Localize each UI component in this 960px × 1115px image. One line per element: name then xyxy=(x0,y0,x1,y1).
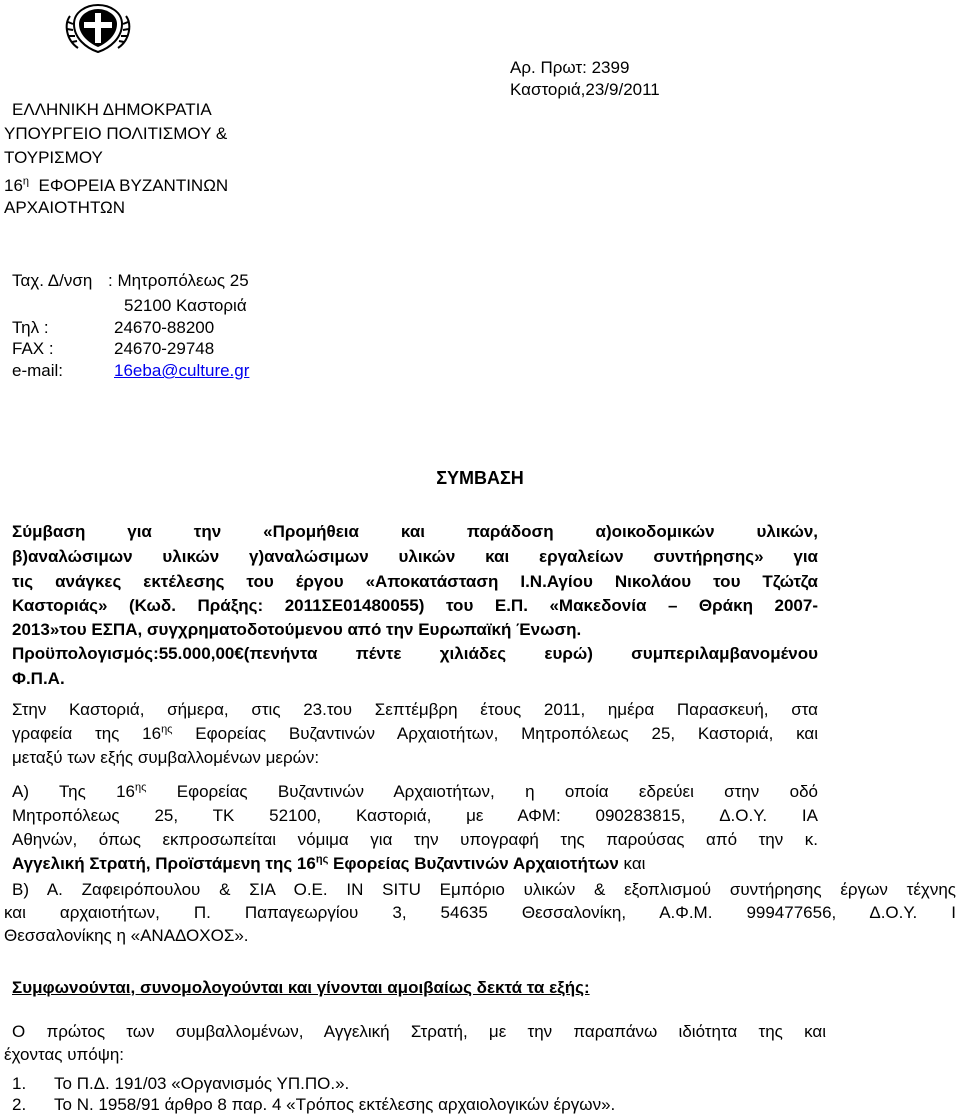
list-number: 2. xyxy=(12,1095,27,1114)
greek-emblem-icon xyxy=(62,2,134,54)
subject-line-5: 2013»του ΕΣΠΑ, συγχρηματοδοτούμενου από την Ευρωπαϊκή Ένωση. xyxy=(12,620,582,639)
party-a-post: Εφορείας Βυζαντινών Αρχαιοτήτων, η οποία εδρεύει στην οδό xyxy=(146,782,818,801)
list-text: Το Π.Δ. 191/03 «Οργανισμός ΥΠ.ΠΟ.». xyxy=(54,1074,350,1093)
party-a-line-4 xyxy=(12,854,645,874)
subject-line-6: Προϋπολογισμός:55.000,00€(πενήντα πέντε χιλιάδες ευρώ) συμπεριλαμβανομένου xyxy=(12,644,818,663)
party-a-line-2: Μητροπόλεως 25, ΤΚ 52100, Καστοριά, με ΑΦΜ: 090283815, Δ.Ο.Υ. ΙΑ xyxy=(12,806,818,825)
list-number: 1. xyxy=(12,1074,27,1093)
ephorate-line-1 xyxy=(4,176,228,196)
address-label: Ταχ. Δ/νση xyxy=(12,271,93,290)
party-b-line-3: Θεσσαλονίκης η «ΑΝΑΔΟΧΟΣ». xyxy=(4,926,249,945)
org-line-3: ΤΟΥΡΙΣΜΟΥ xyxy=(4,148,103,167)
party-b-line-2: και αρχαιοτήτων, Π. Παπαγεωργίου 3, 54635 Θεσσαλονίκη, Α.Φ.Μ. 999477656, Δ.Ο.Υ. Ι xyxy=(4,903,956,922)
subject-line-7: Φ.Π.Α. xyxy=(12,669,65,688)
party-a-superscript: ης xyxy=(135,781,147,794)
address-value: : Μητροπόλεως 25 xyxy=(108,271,249,290)
intro-superscript: ης xyxy=(161,723,173,736)
representative-superscript: ης xyxy=(315,853,329,866)
list-item xyxy=(12,1095,615,1115)
party-a-line-3: Αθηνών, όπως εκπροσωπείται νόμιμα για την υπογραφή της παρούσας από την κ. xyxy=(12,830,818,849)
fax-label: FAX : xyxy=(12,339,54,358)
agreement-heading: Συμφωνούνται, συνομολογούνται και γίνονται αμοιβαίως δεκτά τα εξής: xyxy=(12,978,590,997)
first-para-line-1: Ο πρώτος των συμβαλλομένων, Αγγελική Στρατή, με την παραπάνω ιδιότητα της και xyxy=(12,1022,826,1041)
subject-line-3: τις ανάγκες εκτέλεσης του έργου «Αποκατάσταση Ι.Ν.Αγίου Νικολάου του Τζώτζα xyxy=(12,572,818,591)
ephorate-number: 16 xyxy=(4,176,23,195)
subject-line-2: β)αναλώσιμων υλικών γ)αναλώσιμων υλικών και εργαλείων συντήρησης» για xyxy=(12,547,818,566)
representative-name: Αγγελική Στρατή, Προϊστάμενη της 16 xyxy=(12,854,316,873)
intro-line-2-post: Εφορείας Βυζαντινών Αρχαιοτήτων, Μητροπόλεως 25, Καστοριά, και xyxy=(172,724,818,743)
first-para-line-2: έχοντας υπόψη: xyxy=(4,1045,124,1064)
intro-line-1: Στην Καστοριά, σήμερα, στις 23.του Σεπτέμβρη έτους 2011, ημέρα Παρασκευή, στα xyxy=(12,700,818,719)
list-item xyxy=(12,1074,349,1094)
party-a-pre: Α) Της 16 xyxy=(12,782,135,801)
list-text: Το Ν. 1958/91 άρθρο 8 παρ. 4 «Τρόπος εκτέλεσης αρχαιολογικών έργων». xyxy=(54,1095,616,1114)
document-title: ΣΥΜΒΑΣΗ xyxy=(436,468,524,488)
email-link[interactable]: 16eba@culture.gr xyxy=(114,361,250,380)
fax-value: 24670-29748 xyxy=(114,339,215,358)
intro-line-2 xyxy=(12,724,818,744)
representative-ephorate: Εφορείας Βυζαντινών Αρχαιοτήτων xyxy=(328,854,619,873)
subject-line-1: Σύμβαση για την «Προμήθεια και παράδοση α)οικοδομικών υλικών, xyxy=(12,522,818,541)
intro-line-2-pre: γραφεία της 16 xyxy=(12,724,162,743)
org-line-2: ΥΠΟΥΡΓΕΙΟ ΠΟΛΙΤΙΣΜΟΥ & xyxy=(4,124,228,143)
ephorate-name: ΕΦΟΡΕΙΑ ΒΥΖΑΝΤΙΝΩΝ xyxy=(38,176,229,195)
party-b-line-1: Β) Α. Ζαφειρόπουλου & ΣΙΑ Ο.Ε. IN SITU Εμπόριο υλικών & εξοπλισμού συντήρησης έργων τέχνης xyxy=(12,880,956,899)
org-line-1: ΕΛΛΗΝΙΚΗ ΔΗΜΟΚΡΑΤΙΑ xyxy=(12,100,212,119)
ephorate-line-2: ΑΡΧΑΙΟΤΗΤΩΝ xyxy=(4,198,126,217)
city-line: 52100 Καστοριά xyxy=(124,296,247,315)
party-a-line-4-end: και xyxy=(618,854,646,873)
ephorate-superscript: η xyxy=(22,175,30,188)
place-date: Καστοριά,23/9/2011 xyxy=(510,80,660,99)
protocol-number: Αρ. Πρωτ: 2399 xyxy=(510,58,630,77)
phone-value: 24670-88200 xyxy=(114,318,215,337)
subject-line-4: Καστοριάς» (Κωδ. Πράξης: 2011ΣΕ01480055) του Ε.Π. «Μακεδονία – Θράκη 2007- xyxy=(12,596,818,615)
intro-line-3: μεταξύ των εξής συμβαλλομένων μερών: xyxy=(12,748,320,767)
email-label: e-mail: xyxy=(12,361,64,380)
phone-label: Τηλ : xyxy=(12,318,49,337)
party-a-line-1 xyxy=(12,782,818,802)
